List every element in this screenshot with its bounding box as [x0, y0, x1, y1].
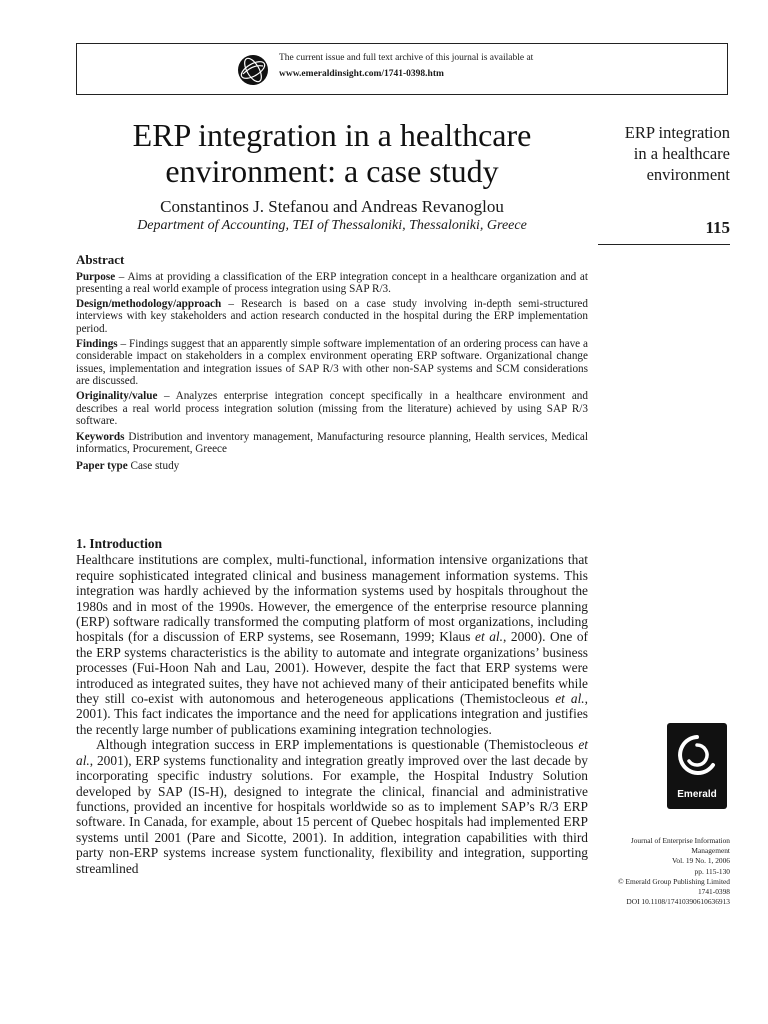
journal-info-line: 1741-0398 — [697, 887, 730, 897]
intro-p1-text-a: Healthcare institutions are complex, multi-functional, information intensive organizations that require sophisticated integrated clinical and business management information systems. This integration was hardly achieved by the information systems used by hospitals throughout the 1980s and in most of the 1990s. However, the emergence of the enterprise resource planning (ERP) software radically transformed the computing platform of most organizations, including hospitals (for a discussion of ERP systems, see Rosemann, 1999; Klaus — [76, 552, 588, 645]
journal-info-line: DOI 10.1108/17410390610636913 — [626, 897, 730, 907]
findings-label: Findings — [76, 337, 118, 350]
title-line-2: environment: a case study — [165, 153, 499, 189]
purpose-label: Purpose — [76, 270, 116, 283]
purpose-text: – Aims at providing a classification of the ERP integration concept in a healthcare organization and at presenting a real world example of process integration using SAP R/3. — [76, 270, 588, 296]
design-text: – Research is based on a case study involving in-depth semi-structured interviews with key stakeholders and action research conducted in the hospital during the ERP implementation period. — [76, 297, 588, 335]
running-head-line-2: in a healthcare — [633, 144, 730, 163]
running-head-line-1: ERP integration — [624, 123, 730, 142]
originality-label: Originality/value — [76, 389, 158, 402]
emerald-logo-text: Emerald — [677, 789, 717, 800]
originality-text: – Analyzes enterprise integration concept specifically in a healthcare environment and describes a real world process integration solution (missing from the literature) achieved by using SAP R/3 software. — [76, 389, 588, 428]
intro-paragraph-2 — [76, 737, 588, 876]
abstract-paper-type — [76, 460, 588, 473]
emerald-swirl-icon — [675, 731, 719, 783]
abstract-purpose — [76, 271, 588, 296]
authors: Constantinos J. Stefanou and Andreas Revanoglou — [160, 197, 504, 216]
introduction-section — [76, 536, 588, 876]
running-head — [560, 122, 730, 185]
journal-url-link[interactable]: www.emeraldinsight.com/1741-0398.htm — [279, 69, 444, 79]
journal-info — [580, 836, 730, 907]
margin-rule — [598, 244, 730, 245]
abstract-heading: Abstract — [76, 252, 125, 267]
journal-info-line: Journal of Enterprise Information — [630, 836, 730, 845]
abstract-originality — [76, 390, 588, 428]
journal-info-line: Management — [691, 846, 730, 856]
keywords-text: Distribution and inventory management, Manufacturing resource planning, Health services, Medical informatics, Procurement, Greece — [76, 430, 588, 456]
emerald-logo — [667, 723, 727, 809]
intro-p2-text-a: Although integration success in ERP implementations is questionable (Themistocleous — [96, 737, 579, 753]
intro-p1-text-c: , 2001). This fact indicates the importance and the need for applications integration and justifies the recently large number of publications examining integration technologies. — [76, 691, 588, 737]
abstract-findings — [76, 338, 588, 388]
journal-info-line: © Emerald Group Publishing Limited — [618, 876, 730, 886]
journal-info-line: Vol. 19 No. 1, 2006 — [672, 856, 730, 866]
intro-p2-etal: et al. — [76, 737, 588, 768]
design-label: Design/methodology/approach — [76, 297, 222, 310]
keywords-label: Keywords — [76, 430, 125, 443]
article-title — [76, 117, 588, 189]
findings-text: – Findings suggest that an apparently simple software implementation of an ordering process can have a considerable impact on stakeholders in a complex environment operating ERP software. Organizational change issues, implementation and integration issues of SAP R/3 with other non-SAP systems and SCM considerations are discussed. — [76, 337, 588, 388]
page-number: 115 — [705, 218, 730, 237]
intro-p1-etal-1: et al. — [475, 629, 503, 645]
journal-info-line: pp. 115-130 — [694, 866, 730, 876]
paper-type-text: Case study — [127, 459, 180, 472]
intro-paragraph-1 — [76, 552, 588, 737]
intro-p1-etal-2: et al. — [555, 691, 585, 707]
abstract-design — [76, 298, 588, 336]
title-line-1: ERP integration in a healthcare — [132, 117, 532, 153]
intro-p1-text-b: , 2000). One of the ERP systems characteristics is the ability to automate and integrate organizations’ business processes (Fui-Hoon Nah and Lau, 2001). However, despite the fact that ERP systems were introduced as integrated suites, they have not achieved many of their anticipated benefits while they still co-exist with autonomous and heterogeneous applications (Themistocleous — [76, 629, 588, 707]
abstract-section — [76, 254, 588, 475]
department: Department of Accounting, TEI of Thessaloniki, Thessaloniki, Greece — [137, 218, 527, 233]
journal-availability-box — [76, 43, 728, 95]
running-head-line-3: environment — [646, 165, 730, 184]
abstract-keywords — [76, 431, 588, 456]
paper-type-label: Paper type — [76, 459, 128, 472]
availability-text: The current issue and full text archive of this journal is available at — [279, 53, 534, 63]
introduction-heading: 1. Introduction — [76, 536, 163, 551]
intro-p2-text-b: , 2001), ERP systems functionality and integration greatly improved over the last decade by incorporating specific industry solutions. For example, the Hospital Industry Solution developed by SAP (IS-H), designed to integrate the clinical, financial and administrative functions, provided an incentive for hospitals worldwide so as to implement SAP’s R/3 ERP software. In Canada, for example, about 15 percent of Quebec hospitals had implemented ERP systems until 2001 (Pare and Sicotte, 2001). In addition, integration capabilities with third party non-ERP systems increase system functionality, flexibility and integration, supporting streamlined — [76, 752, 588, 876]
globe-icon — [237, 54, 269, 86]
